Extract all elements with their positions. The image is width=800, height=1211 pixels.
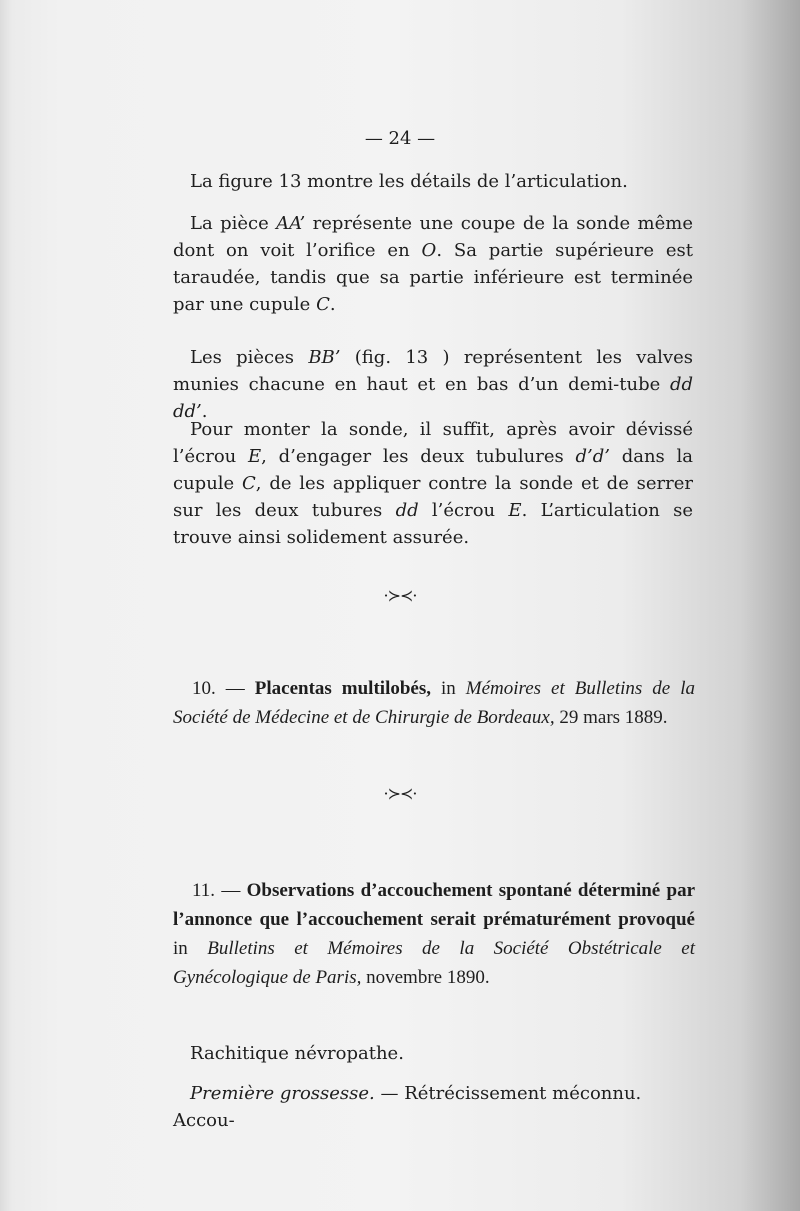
text-run-italic: C (316, 294, 330, 315)
text-run: représente une coupe de la sonde même dont on voit l’orifice en (173, 213, 693, 261)
text-run: . (329, 294, 336, 315)
text-run-italic: E (508, 500, 522, 521)
entry-date: 29 mars 1889. (554, 707, 668, 728)
paragraph-figure-13 (173, 168, 693, 195)
text-run-italic: AA’ (276, 213, 306, 234)
text-run: Les pièces (190, 347, 309, 368)
text-run-italic: dd (395, 500, 419, 521)
entry-title: Placentas multilobés, (254, 678, 431, 699)
text-run: , d’engager les deux tubulures (261, 446, 576, 467)
text-run: in (173, 938, 208, 959)
paragraph-pieces-bb (173, 344, 693, 425)
text-run: . Sa partie supérieure est taraudée, tandis que sa partie inférieure est terminée par une cupule (173, 240, 693, 315)
entry-title: Observations d’accouchement spontané déterminé par l’annonce que l’accouchement serait prématurément provoqué (173, 880, 696, 930)
paragraph-text: La figure 13 montre les détails de l’articulation. (190, 171, 628, 192)
entry-10 (173, 674, 695, 732)
text-run-italic: E (248, 446, 262, 467)
text-run-italic: C (242, 473, 256, 494)
entry-number: 10. — (192, 678, 255, 699)
text-run: dans la cupule (173, 446, 694, 494)
text-run: l’écrou (418, 500, 509, 521)
entry-11 (173, 876, 695, 992)
text-run: . L’articulation se trouve ainsi solidement assurée. (173, 500, 693, 548)
text-run-italic: d’d’ (575, 446, 610, 467)
text-run: (fig. 13 ) représentent les valves munies chacune en haut et en bas d’un demi-tube (173, 347, 693, 395)
ornament-divider: ·≻≺· (383, 586, 417, 605)
text-run-italic: dd dd’ (173, 374, 693, 422)
entry-source: Mémoires et Bulletins de la Société de Médecine et de Chirurgie de Bordeaux, (173, 678, 696, 728)
text-run-italic: Première grossesse. (190, 1083, 375, 1104)
text-run: in (431, 678, 466, 699)
entry-source: Bulletins et Mémoires de la Société Obstétricale et Gynécologique de Paris, (173, 938, 695, 988)
text-run: . (201, 401, 208, 422)
text-run: La pièce (190, 213, 277, 234)
text-run: — Rétrécissement méconnu. Accou- (173, 1083, 642, 1131)
text-run: Pour monter la sonde, il suffit, après avoir dévissé l’écrou (173, 419, 693, 467)
text-run: , de les appliquer contre la sonde et de serrer sur les deux tubures (173, 473, 694, 521)
paragraph-piece-aa (173, 210, 693, 318)
entry-date: novembre 1890. (361, 967, 490, 988)
text-run-italic: BB’ (308, 347, 341, 368)
case-pregnancy (173, 1080, 695, 1134)
text-run-italic: O (421, 240, 437, 261)
paragraph-monter-sonde (173, 416, 693, 551)
entry-number: 11. — (192, 880, 247, 901)
page-number: — 24 — (364, 128, 436, 149)
ornament-divider: ·≻≺· (383, 784, 417, 803)
case-description: Rachitique névropathe. (190, 1043, 404, 1064)
